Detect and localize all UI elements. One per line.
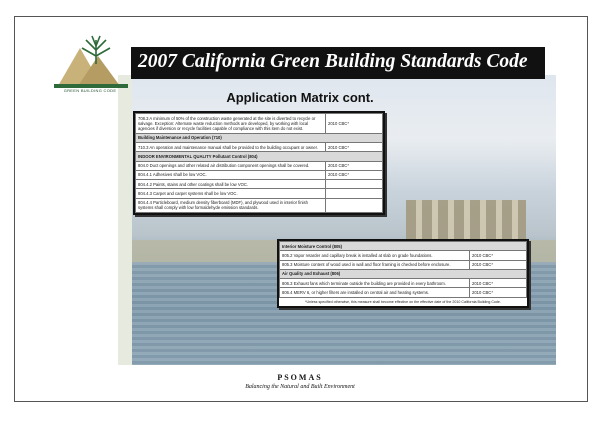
table-row bbox=[136, 189, 383, 198]
table-row bbox=[136, 161, 383, 170]
measure-text: 805.2 Vapor retarder and capillary break is installed at slab on grade foundations. bbox=[280, 251, 470, 260]
code-reference: 2010 CBC* bbox=[470, 288, 527, 297]
table-row bbox=[280, 260, 527, 269]
table-row bbox=[136, 170, 383, 179]
measure-text: 804.0 Duct openings and other related air distribution component openings shall be covered. bbox=[136, 161, 326, 170]
measure-text: 708.3 A minimum of 50% of the construction waste generated at the site is diverted to recycle or salvage. Exception: Alternate waste reduction methods are developed, by working with local agencies if diversion or recycle facilities capable of compliance with this item do not exist. bbox=[136, 114, 326, 134]
table-row bbox=[280, 251, 527, 260]
footer-company: PSOMAS bbox=[277, 373, 323, 382]
code-reference: 2010 CBC* bbox=[326, 161, 383, 170]
table-row bbox=[280, 279, 527, 288]
table-row bbox=[136, 114, 383, 134]
slide-title: 2007 California Green Building Standards Code bbox=[138, 51, 528, 72]
matrix-table-2 bbox=[277, 239, 529, 308]
code-reference: 2010 CBC* bbox=[326, 170, 383, 179]
table-row bbox=[136, 143, 383, 152]
code-reference: 2010 CBC* bbox=[326, 114, 383, 134]
code-reference bbox=[326, 180, 383, 189]
table-row bbox=[280, 288, 527, 297]
table-row bbox=[136, 198, 383, 213]
table-section bbox=[136, 152, 383, 161]
measure-text: 804.4.4 Particleboard, medium density fiberboard (MDF), and plywood used in interior finish systems shall comply with low formaldehyde emission standards. bbox=[136, 198, 326, 213]
code-reference: 2010 CBC* bbox=[470, 260, 527, 269]
measure-text: 805.3 Moisture content of wood used in wall and floor framing is checked before enclosure. bbox=[280, 260, 470, 269]
code-reference bbox=[326, 189, 383, 198]
code-reference: 2010 CBC* bbox=[470, 251, 527, 260]
table-section bbox=[280, 269, 527, 278]
slide-subtitle: Application Matrix cont. bbox=[226, 90, 374, 105]
code-reference bbox=[326, 198, 383, 213]
section-label: Air Quality and Exhaust (806) bbox=[280, 269, 527, 278]
section-label: Building Maintenance and Operation (710) bbox=[136, 133, 383, 142]
code-reference: 2010 CBC* bbox=[470, 279, 527, 288]
measure-text: 804.4.2 Paints, stains and other coatings shall be low VOC. bbox=[136, 180, 326, 189]
section-label: INDOOR ENVIRONMENTAL QUALITY Pollutant Control (804) bbox=[136, 152, 383, 161]
table-section bbox=[136, 133, 383, 142]
measure-text: 710.3 An operation and maintenance manual shall be provided to the building occupant or owner. bbox=[136, 143, 326, 152]
measure-text: 804.4.3 Carpet and carpet systems shall be low VOC. bbox=[136, 189, 326, 198]
measure-text: 806.4 MERV 6, or higher filters are installed on central air and heating systems. bbox=[280, 288, 470, 297]
table-row bbox=[136, 180, 383, 189]
footer-tagline: Balancing the Natural and Built Environment bbox=[245, 384, 355, 390]
footnote: *Unless specified otherwise, this measure shall become effective on the effective date of the 2010 California Building Code. bbox=[305, 299, 501, 304]
table-section bbox=[280, 242, 527, 251]
logo-text: GREEN BUILDING CODE bbox=[63, 88, 117, 93]
section-label: Interior Moisture Control (805) bbox=[280, 242, 527, 251]
matrix-table-1 bbox=[133, 111, 385, 215]
measure-text: 806.3 Exhaust fans which terminate outside the building are provided in every bathroom. bbox=[280, 279, 470, 288]
measure-text: 804.4.1 Adhesives shall be low VOC. bbox=[136, 170, 326, 179]
green-building-logo-icon bbox=[50, 34, 132, 90]
code-reference: 2010 CBC* bbox=[326, 143, 383, 152]
photo-edge bbox=[118, 75, 132, 365]
